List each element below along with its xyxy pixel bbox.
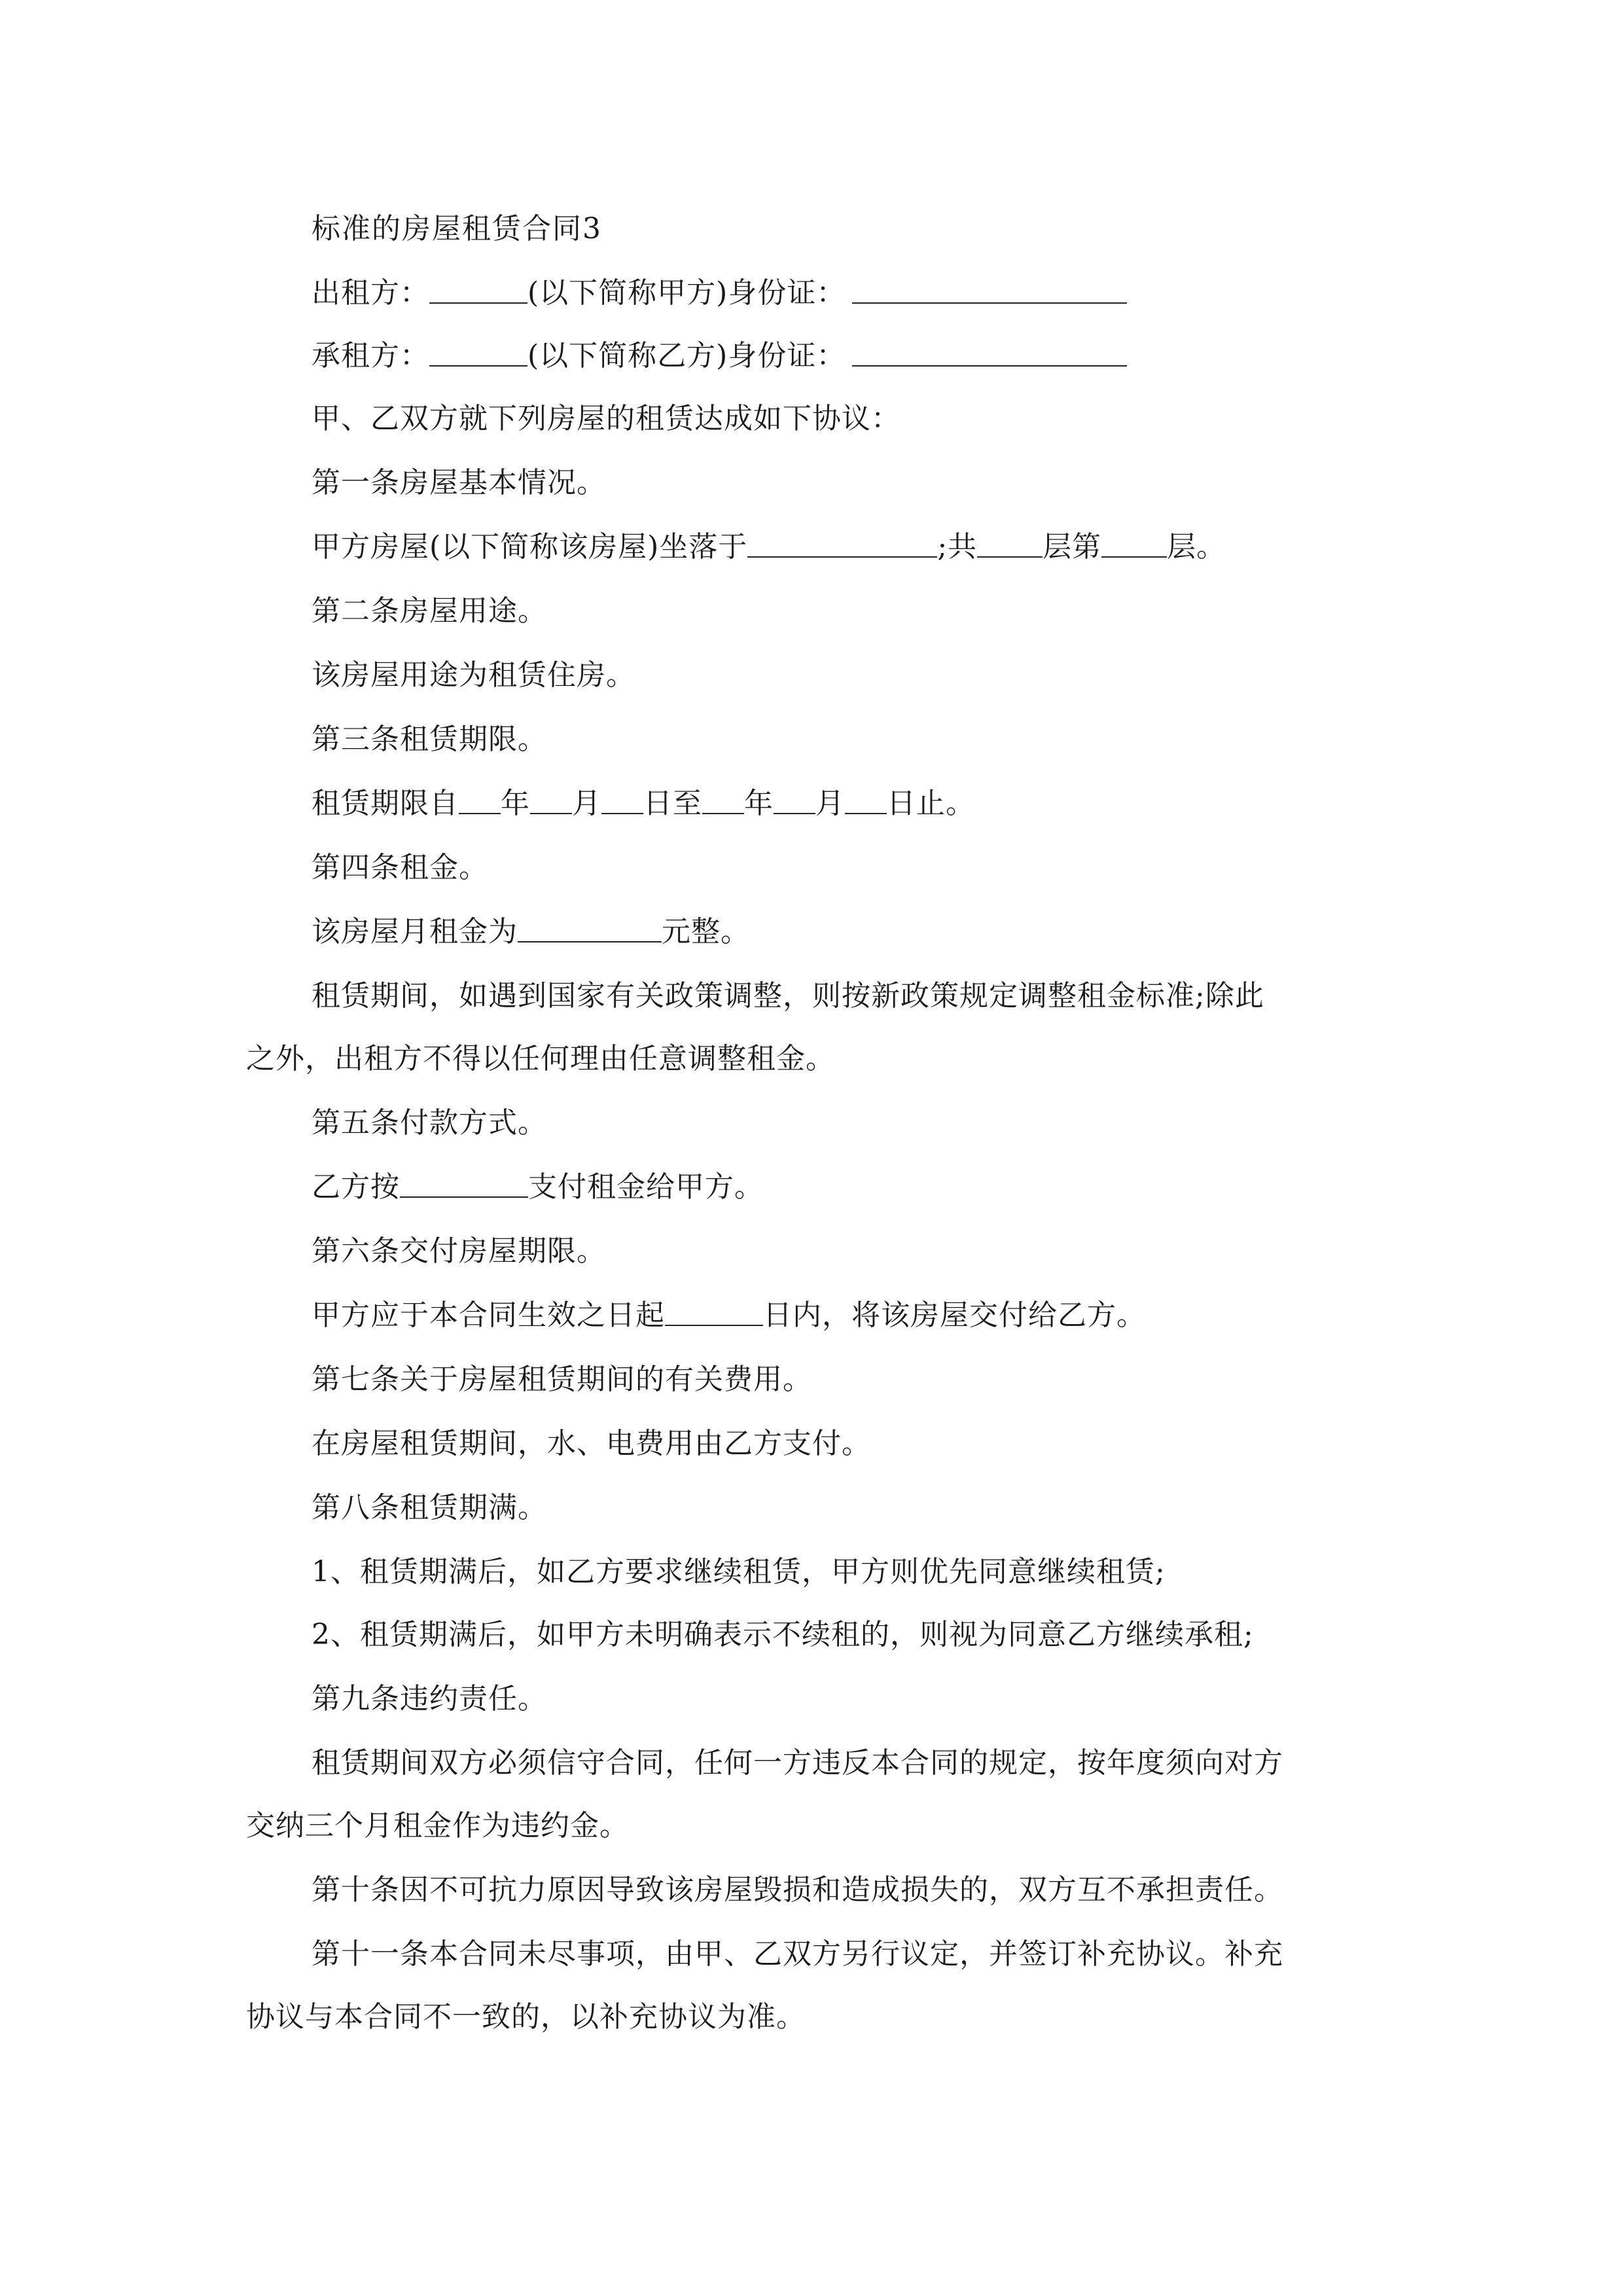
art2-body-text: 该房屋用途为租赁住房。 (312, 658, 635, 692)
art7-heading (312, 1360, 812, 1399)
lessee-id-label: (以下简称乙方)身份证： (527, 339, 846, 372)
lessee-line (312, 336, 1127, 376)
art4-para-text-1: 租赁期间，如遇到国家有关政策调整，则按新政策规定调整租金标准;除此 (312, 979, 1264, 1013)
art10-text: 第十条因不可抗力原因导致该房屋毁损和造成损失的，双方互不承担责任。 (312, 1873, 1283, 1907)
art1-heading (312, 463, 606, 503)
art8-heading-text: 第八条租赁期满。 (312, 1491, 547, 1524)
art2-heading (312, 592, 547, 631)
art8-item2 (312, 1615, 1254, 1655)
payment-method-blank (400, 1168, 528, 1198)
end-day-blank (845, 784, 887, 814)
art10-line (312, 1871, 1283, 1910)
art9-para-line2 (246, 1806, 629, 1846)
art11-para-text-1: 第十一条本合同未尽事项，由甲、乙双方另行议定，并签订补充协议。补充 (312, 1937, 1283, 1971)
title-text: 标准的房屋租赁合同3 (312, 212, 602, 245)
lessee-id-blank (852, 336, 1127, 367)
end-month-blank (774, 784, 815, 814)
art1-total-label: ;共 (937, 530, 978, 564)
document-title (312, 209, 602, 249)
art8-item1 (312, 1552, 1166, 1592)
location-blank (747, 528, 937, 558)
art4-rent-line (312, 912, 750, 952)
start-day-label: 日至 (643, 787, 702, 820)
art5-text (312, 1168, 764, 1207)
lessor-name-blank (429, 274, 527, 304)
lessee-label: 承租方： (312, 339, 429, 372)
art5-heading (312, 1103, 547, 1143)
rent-label: 该房屋月租金为 (312, 915, 518, 948)
art4-heading (312, 848, 488, 888)
art4-heading-text: 第四条租金。 (312, 851, 488, 884)
art7-body-text: 在房屋租赁期间，水、电费用由乙方支付。 (312, 1427, 871, 1460)
start-year-blank (459, 784, 501, 814)
end-month-label: 月 (815, 787, 845, 820)
art9-para-text-1: 租赁期间双方必须信守合同，任何一方违反本合同的规定，按年度须向对方 (312, 1746, 1283, 1780)
lessee-name-blank (429, 336, 527, 367)
art4-para-line2 (246, 1039, 835, 1079)
end-year-label: 年 (744, 787, 774, 820)
delivery-days-blank (665, 1296, 763, 1326)
start-year-label: 年 (501, 787, 530, 820)
art6-heading-text: 第六条交付房屋期限。 (312, 1234, 606, 1268)
end-day-label: 日止。 (887, 787, 975, 820)
art4-para-text-2: 之外，出租方不得以任何理由任意调整租金。 (246, 1042, 835, 1075)
intro-text: 甲、乙双方就下列房屋的租赁达成如下协议： (312, 402, 901, 435)
end-year-blank (702, 784, 744, 814)
art11-para-text-2: 协议与本合同不一致的，以补充协议为准。 (246, 2000, 806, 2034)
art3-text (312, 784, 975, 823)
delivery-suffix: 日内，将该房屋交付给乙方。 (763, 1299, 1146, 1332)
art9-heading (312, 1679, 547, 1719)
lessor-id-blank (852, 274, 1127, 304)
intro-line (312, 399, 901, 439)
art1-text (312, 528, 1226, 567)
art11-para-line1 (312, 1935, 1283, 1974)
art3-heading-text: 第三条租赁期限。 (312, 723, 547, 756)
lessor-line (312, 274, 1127, 313)
art8-heading (312, 1488, 547, 1528)
art9-para-text-2: 交纳三个月租金作为违约金。 (246, 1809, 629, 1842)
rent-amount-blank (518, 912, 662, 942)
art7-heading-text: 第七条关于房屋租赁期间的有关费用。 (312, 1363, 812, 1396)
art6-text (312, 1296, 1146, 1335)
art3-heading (312, 720, 547, 759)
start-day-blank (601, 784, 643, 814)
lessor-label: 出租方： (312, 276, 429, 310)
delivery-label: 甲方应于本合同生效之日起 (312, 1299, 665, 1332)
art1-floor-suffix: 层。 (1167, 530, 1226, 564)
art7-text (312, 1424, 871, 1463)
art8-item2-text: 2、租赁期满后，如甲方未明确表示不续租的，则视为同意乙方继续承租; (312, 1618, 1254, 1651)
art11-para-line2 (246, 1998, 806, 2037)
start-month-blank (530, 784, 572, 814)
art9-para-line1 (312, 1744, 1283, 1783)
floor-blank (1101, 528, 1167, 558)
art9-heading-text: 第九条违约责任。 (312, 1682, 547, 1715)
art5-heading-text: 第五条付款方式。 (312, 1106, 547, 1139)
payment-suffix: 支付租金给甲方。 (528, 1170, 764, 1204)
payment-label: 乙方按 (312, 1170, 400, 1204)
art1-heading-text: 第一条房屋基本情况。 (312, 466, 606, 499)
art8-item1-text: 1、租赁期满后，如乙方要求继续租赁，甲方则优先同意继续租赁; (312, 1555, 1166, 1588)
term-from-label: 租赁期限自 (312, 787, 459, 820)
art2-text (312, 656, 635, 695)
art2-heading-text: 第二条房屋用途。 (312, 594, 547, 628)
total-floors-blank (977, 528, 1043, 558)
art4-para-line1 (312, 977, 1264, 1016)
art1-location-label: 甲方房屋(以下简称该房屋)坐落于 (312, 530, 748, 564)
art6-heading (312, 1232, 606, 1271)
art1-floor-label: 层第 (1043, 530, 1102, 564)
rent-suffix: 元整。 (662, 915, 750, 948)
start-month-label: 月 (572, 787, 601, 820)
lessor-id-label: (以下简称甲方)身份证： (527, 276, 846, 310)
